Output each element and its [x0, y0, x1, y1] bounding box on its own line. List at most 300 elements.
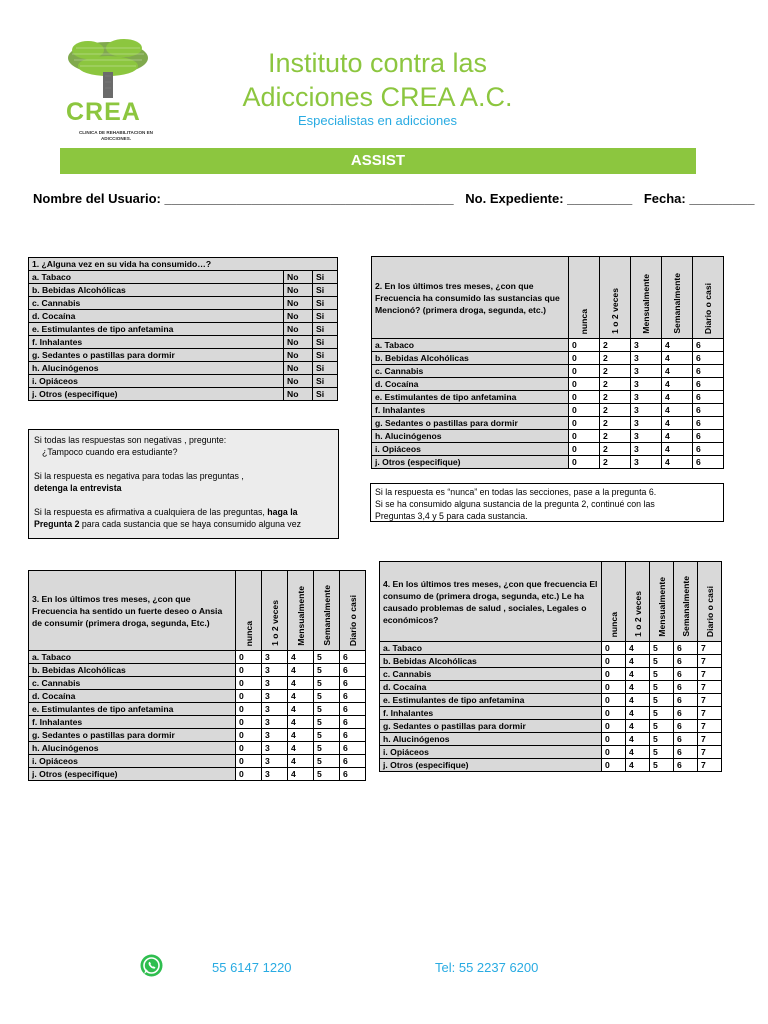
q2-score-cell[interactable]: 6: [693, 352, 724, 365]
q3-score-cell[interactable]: 6: [340, 755, 366, 768]
q4-row: [380, 707, 722, 720]
q3-score-cell[interactable]: 3: [262, 690, 288, 703]
q4-col-mensual: Mensualmente: [650, 562, 674, 642]
q3-row-label: h. Alucinógenos: [29, 742, 236, 755]
q3-score-cell[interactable]: 3: [262, 716, 288, 729]
phone-1[interactable]: 55 6147 1220: [212, 960, 292, 975]
q2-score-cell[interactable]: 6: [693, 404, 724, 417]
user-name-field[interactable]: Nombre del Usuario: ________________________________________: [33, 191, 454, 206]
q3-score-cell[interactable]: 4: [288, 755, 314, 768]
q2-score-cell[interactable]: 4: [662, 404, 693, 417]
q4-score-cell[interactable]: 6: [674, 694, 698, 707]
q3-row: [29, 690, 366, 703]
q2-score-cell[interactable]: 6: [693, 391, 724, 404]
q4-score-cell[interactable]: 5: [650, 733, 674, 746]
q3-col-1o2: 1 o 2 veces: [262, 571, 288, 651]
q3-score-cell[interactable]: 0: [236, 729, 262, 742]
q2-score-cell[interactable]: 2: [600, 430, 631, 443]
q2-score-cell[interactable]: 0: [569, 404, 600, 417]
q2-row: [372, 352, 724, 365]
q3-score-cell[interactable]: 3: [262, 664, 288, 677]
q2-score-cell[interactable]: 3: [631, 365, 662, 378]
q1-row-label: j. Otros (especifique): [29, 388, 284, 401]
note1-line5a: Si la respuesta es afirmativa a cualquiera de las preguntas,: [34, 507, 268, 517]
assist-banner: ASSIST: [60, 148, 696, 174]
logo-subtitle: CLINICA DE REHABILITACION EN ADICCIONES.: [78, 130, 153, 141]
q4-score-cell[interactable]: 0: [602, 655, 626, 668]
q2-row: [372, 339, 724, 352]
q1-row-label: d. Cocaína: [29, 310, 284, 323]
q4-table: [379, 561, 722, 772]
q3-row-label: e. Estimulantes de tipo anfetamina: [29, 703, 236, 716]
q2-score-cell[interactable]: 3: [631, 378, 662, 391]
q2-score-cell[interactable]: 6: [693, 365, 724, 378]
q3-col-nunca: nunca: [236, 571, 262, 651]
q4-score-cell[interactable]: 6: [674, 668, 698, 681]
q2-score-cell[interactable]: 6: [693, 378, 724, 391]
q3-row: [29, 677, 366, 690]
q1-question: 1. ¿Alguna vez en su vida ha consumido…?: [29, 258, 338, 271]
q2-score-cell[interactable]: 4: [662, 378, 693, 391]
q1-row: [29, 323, 338, 336]
q1-row: [29, 362, 338, 375]
q4-score-cell[interactable]: 6: [674, 655, 698, 668]
q3-score-cell[interactable]: 4: [288, 664, 314, 677]
q2-row: [372, 430, 724, 443]
q1-si-option[interactable]: Si: [313, 336, 338, 349]
q2-row-label: i. Opiáceos: [372, 443, 569, 456]
q3-score-cell[interactable]: 6: [340, 768, 366, 781]
q2-score-cell[interactable]: 2: [600, 456, 631, 469]
q1-row-label: g. Sedantes o pastillas para dormir: [29, 349, 284, 362]
note1-line2: ¿Tampoco cuando era estudiante?: [42, 447, 178, 457]
phone-2[interactable]: Tel: 55 2237 6200: [435, 960, 539, 975]
q2-score-cell[interactable]: 6: [693, 417, 724, 430]
q4-col-1o2: 1 o 2 veces: [626, 562, 650, 642]
q2-score-cell[interactable]: 0: [569, 378, 600, 391]
q2-row: [372, 443, 724, 456]
q3-score-cell[interactable]: 3: [262, 729, 288, 742]
q4-row-label: d. Cocaína: [380, 681, 602, 694]
q4-score-cell[interactable]: 4: [626, 655, 650, 668]
q2-col-1o2: 1 o 2 veces: [600, 257, 631, 339]
q2-row: [372, 391, 724, 404]
q4-score-cell[interactable]: 0: [602, 642, 626, 655]
q1-row: [29, 336, 338, 349]
q4-row-label: i. Opiáceos: [380, 746, 602, 759]
q3-score-cell[interactable]: 3: [262, 677, 288, 690]
q2-score-cell[interactable]: 4: [662, 339, 693, 352]
q3-score-cell[interactable]: 0: [236, 716, 262, 729]
q4-score-cell[interactable]: 4: [626, 694, 650, 707]
q2-row: [372, 378, 724, 391]
q2-row-label: g. Sedantes o pastillas para dormir: [372, 417, 569, 430]
q1-no-option[interactable]: No: [284, 310, 313, 323]
q3-score-cell[interactable]: 4: [288, 703, 314, 716]
q1-table: [28, 257, 338, 401]
q3-score-cell[interactable]: 0: [236, 768, 262, 781]
q2-table: [371, 256, 724, 469]
q4-score-cell[interactable]: 7: [698, 642, 722, 655]
q1-si-option[interactable]: Si: [313, 310, 338, 323]
q3-score-cell[interactable]: 4: [288, 729, 314, 742]
q3-row: [29, 664, 366, 677]
q3-col-semanal: Semanalmente: [314, 571, 340, 651]
q2-question: 2. En los últimos tres meses, ¿con que Frecuencia ha consumido las sustancias que Mencionó? (primera droga, segunda, etc.): [372, 257, 569, 339]
q4-score-cell[interactable]: 7: [698, 668, 722, 681]
q2-score-cell[interactable]: 0: [569, 417, 600, 430]
q3-score-cell[interactable]: 6: [340, 742, 366, 755]
q2-score-cell[interactable]: 2: [600, 352, 631, 365]
q1-row-label: b. Bebidas Alcohólicas: [29, 284, 284, 297]
q4-score-cell[interactable]: 6: [674, 759, 698, 772]
q3-score-cell[interactable]: 0: [236, 690, 262, 703]
q2-score-cell[interactable]: 0: [569, 352, 600, 365]
q3-row-label: i. Opiáceos: [29, 755, 236, 768]
q3-score-cell[interactable]: 6: [340, 716, 366, 729]
q2-score-cell[interactable]: 3: [631, 430, 662, 443]
tagline: Especialistas en adicciones: [298, 113, 457, 128]
q2-score-cell[interactable]: 4: [662, 443, 693, 456]
q2-score-cell[interactable]: 2: [600, 378, 631, 391]
q2-score-cell[interactable]: 4: [662, 430, 693, 443]
q2-row: [372, 365, 724, 378]
q3-question: 3. En los últimos tres meses, ¿con que Frecuencia ha sentido un fuerte deseo o Ansia de consumir (primera droga, segunda, Etc.): [29, 571, 236, 651]
q4-row-label: a. Tabaco: [380, 642, 602, 655]
q3-score-cell[interactable]: 6: [340, 729, 366, 742]
q4-score-cell[interactable]: 4: [626, 642, 650, 655]
q3-score-cell[interactable]: 5: [314, 677, 340, 690]
q1-si-option[interactable]: Si: [313, 388, 338, 401]
q4-score-cell[interactable]: 6: [674, 733, 698, 746]
q2-col-mensual: Mensualmente: [631, 257, 662, 339]
fecha-field[interactable]: Fecha: _________: [643, 191, 755, 206]
q3-score-cell[interactable]: 4: [288, 651, 314, 664]
q4-col-nunca: nunca: [602, 562, 626, 642]
q3-row-label: j. Otros (especifique): [29, 768, 236, 781]
q4-score-cell[interactable]: 5: [650, 681, 674, 694]
q4-score-cell[interactable]: 0: [602, 759, 626, 772]
q2-score-cell[interactable]: 2: [600, 417, 631, 430]
q4-row: [380, 642, 722, 655]
q4-row-label: j. Otros (especifique): [380, 759, 602, 772]
q4-score-cell[interactable]: 6: [674, 707, 698, 720]
q2-row-label: h. Alucinógenos: [372, 430, 569, 443]
q3-score-cell[interactable]: 6: [340, 703, 366, 716]
q1-row: [29, 388, 338, 401]
q2-score-cell[interactable]: 4: [662, 456, 693, 469]
q1-no-option[interactable]: No: [284, 323, 313, 336]
q4-score-cell[interactable]: 0: [602, 694, 626, 707]
q4-score-cell[interactable]: 0: [602, 707, 626, 720]
q3-col-diario: Diario o casi: [340, 571, 366, 651]
q2-score-cell[interactable]: 2: [600, 443, 631, 456]
q3-score-cell[interactable]: 6: [340, 677, 366, 690]
q4-score-cell[interactable]: 4: [626, 759, 650, 772]
q4-score-cell[interactable]: 5: [650, 720, 674, 733]
q4-row-label: c. Cannabis: [380, 668, 602, 681]
q4-score-cell[interactable]: 7: [698, 733, 722, 746]
q4-row: [380, 694, 722, 707]
q4-score-cell[interactable]: 0: [602, 668, 626, 681]
q3-score-cell[interactable]: 5: [314, 690, 340, 703]
q2-score-cell[interactable]: 2: [600, 391, 631, 404]
q3-score-cell[interactable]: 0: [236, 742, 262, 755]
q2-row-label: a. Tabaco: [372, 339, 569, 352]
q4-score-cell[interactable]: 7: [698, 655, 722, 668]
q1-row: [29, 284, 338, 297]
q1-no-option[interactable]: No: [284, 271, 313, 284]
q4-score-cell[interactable]: 4: [626, 681, 650, 694]
q2-row-label: e. Estimulantes de tipo anfetamina: [372, 391, 569, 404]
q1-si-option[interactable]: Si: [313, 284, 338, 297]
q3-score-cell[interactable]: 3: [262, 703, 288, 716]
q4-score-cell[interactable]: 0: [602, 746, 626, 759]
q3-score-cell[interactable]: 4: [288, 716, 314, 729]
note1-line4: detenga la entrevista: [34, 483, 122, 493]
q2-score-cell[interactable]: 6: [693, 456, 724, 469]
user-info-line: [33, 191, 754, 206]
q2-score-cell[interactable]: 4: [662, 417, 693, 430]
q2-row: [372, 404, 724, 417]
q4-score-cell[interactable]: 5: [650, 707, 674, 720]
q3-score-cell[interactable]: 5: [314, 703, 340, 716]
q2-col-semanal: Semanalmente: [662, 257, 693, 339]
q4-col-semanal: Semanalmente: [674, 562, 698, 642]
q4-score-cell[interactable]: 5: [650, 694, 674, 707]
q3-score-cell[interactable]: 5: [314, 729, 340, 742]
q2-score-cell[interactable]: 4: [662, 365, 693, 378]
q2-score-cell[interactable]: 0: [569, 365, 600, 378]
q3-col-mensual: Mensualmente: [288, 571, 314, 651]
q3-row-label: a. Tabaco: [29, 651, 236, 664]
q4-score-cell[interactable]: 4: [626, 668, 650, 681]
q3-row-label: f. Inhalantes: [29, 716, 236, 729]
q4-score-cell[interactable]: 7: [698, 720, 722, 733]
q3-score-cell[interactable]: 4: [288, 690, 314, 703]
q4-row-label: f. Inhalantes: [380, 707, 602, 720]
q2-score-cell[interactable]: 2: [600, 404, 631, 417]
q2-row: [372, 417, 724, 430]
q3-table: [28, 570, 366, 781]
q3-score-cell[interactable]: 0: [236, 664, 262, 677]
q2-col-diario: Diario o casi: [693, 257, 724, 339]
note1-line1: Si todas las respuestas son negativas , pregunte:: [34, 435, 227, 445]
q1-no-option[interactable]: No: [284, 375, 313, 388]
q1-row-label: i. Opiáceos: [29, 375, 284, 388]
q4-score-cell[interactable]: 7: [698, 759, 722, 772]
q3-section: [28, 570, 366, 781]
q2-score-cell[interactable]: 0: [569, 456, 600, 469]
q4-row: [380, 720, 722, 733]
note2-line2: Si se ha consumido alguna sustancia de la pregunta 2, continué con las: [375, 499, 655, 509]
q2-score-cell[interactable]: 4: [662, 352, 693, 365]
q2-row-label: c. Cannabis: [372, 365, 569, 378]
q3-score-cell[interactable]: 4: [288, 677, 314, 690]
q3-score-cell[interactable]: 0: [236, 703, 262, 716]
q3-row: [29, 742, 366, 755]
q1-no-option[interactable]: No: [284, 362, 313, 375]
q3-row: [29, 755, 366, 768]
note2-line1: Si la respuesta es “nunca” en todas las secciones, pase a la pregunta 6.: [375, 487, 657, 497]
q1-row-label: c. Cannabis: [29, 297, 284, 310]
note1-line5b: haga la: [267, 507, 298, 517]
q4-score-cell[interactable]: 6: [674, 642, 698, 655]
q3-score-cell[interactable]: 4: [288, 742, 314, 755]
q4-row: [380, 681, 722, 694]
q1-si-option[interactable]: Si: [313, 271, 338, 284]
q4-score-cell[interactable]: 4: [626, 707, 650, 720]
q1-si-option[interactable]: Si: [313, 323, 338, 336]
q4-row: [380, 733, 722, 746]
q3-score-cell[interactable]: 5: [314, 742, 340, 755]
q3-score-cell[interactable]: 3: [262, 768, 288, 781]
q3-score-cell[interactable]: 0: [236, 651, 262, 664]
instructions-box-2: [370, 483, 724, 522]
q2-row-label: f. Inhalantes: [372, 404, 569, 417]
q4-score-cell[interactable]: 7: [698, 694, 722, 707]
q4-row: [380, 655, 722, 668]
q1-no-option[interactable]: No: [284, 284, 313, 297]
q4-score-cell[interactable]: 5: [650, 655, 674, 668]
q1-no-option[interactable]: No: [284, 297, 313, 310]
q2-score-cell[interactable]: 6: [693, 339, 724, 352]
expediente-field[interactable]: No. Expediente: _________: [465, 191, 633, 206]
q4-score-cell[interactable]: 0: [602, 733, 626, 746]
q1-no-option[interactable]: No: [284, 336, 313, 349]
q4-row: [380, 668, 722, 681]
q2-score-cell[interactable]: 3: [631, 339, 662, 352]
q2-score-cell[interactable]: 0: [569, 430, 600, 443]
q3-score-cell[interactable]: 5: [314, 768, 340, 781]
note1-line3: Si la respuesta es negativa para todas las preguntas ,: [34, 471, 244, 481]
q4-row-label: g. Sedantes o pastillas para dormir: [380, 720, 602, 733]
note1-line6b: para cada sustancia que se haya consumido alguna vez: [79, 519, 302, 529]
q2-row-label: j. Otros (especifique): [372, 456, 569, 469]
q2-score-cell[interactable]: 0: [569, 391, 600, 404]
q3-row-label: c. Cannabis: [29, 677, 236, 690]
q4-score-cell[interactable]: 6: [674, 720, 698, 733]
q3-score-cell[interactable]: 3: [262, 755, 288, 768]
q1-no-option[interactable]: No: [284, 388, 313, 401]
q3-score-cell[interactable]: 6: [340, 690, 366, 703]
q2-score-cell[interactable]: 2: [600, 339, 631, 352]
q1-row: [29, 375, 338, 388]
q2-section: [371, 256, 724, 469]
q2-score-cell[interactable]: 3: [631, 417, 662, 430]
q3-row: [29, 703, 366, 716]
whatsapp-icon[interactable]: [139, 953, 164, 978]
q3-score-cell[interactable]: 5: [314, 664, 340, 677]
q2-score-cell[interactable]: 0: [569, 339, 600, 352]
title-line-1: Instituto contra las: [267, 48, 488, 78]
q1-row: [29, 310, 338, 323]
q3-row-label: g. Sedantes o pastillas para dormir: [29, 729, 236, 742]
q1-row: [29, 297, 338, 310]
q3-score-cell[interactable]: 3: [262, 651, 288, 664]
q4-section: [379, 561, 722, 772]
note2-line3: Preguntas 3,4 y 5 para cada sustancia.: [375, 511, 528, 521]
q3-score-cell[interactable]: 6: [340, 651, 366, 664]
q4-row: [380, 746, 722, 759]
q4-score-cell[interactable]: 0: [602, 720, 626, 733]
q4-score-cell[interactable]: 5: [650, 759, 674, 772]
q1-row-label: e. Estimulantes de tipo anfetamina: [29, 323, 284, 336]
q2-row-label: d. Cocaína: [372, 378, 569, 391]
q4-row-label: e. Estimulantes de tipo anfetamina: [380, 694, 602, 707]
q1-si-option[interactable]: Si: [313, 297, 338, 310]
q3-score-cell[interactable]: 3: [262, 742, 288, 755]
q4-score-cell[interactable]: 4: [626, 733, 650, 746]
logo-brand: CREA: [66, 98, 141, 126]
q2-score-cell[interactable]: 3: [631, 443, 662, 456]
q3-row: [29, 716, 366, 729]
instructions-box-1: [28, 429, 339, 539]
q2-score-cell[interactable]: 3: [631, 352, 662, 365]
q2-score-cell[interactable]: 6: [693, 430, 724, 443]
q4-score-cell[interactable]: 5: [650, 746, 674, 759]
q3-score-cell[interactable]: 6: [340, 664, 366, 677]
q4-row-label: b. Bebidas Alcohólicas: [380, 655, 602, 668]
q3-row-label: b. Bebidas Alcohólicas: [29, 664, 236, 677]
q4-score-cell[interactable]: 4: [626, 720, 650, 733]
q4-row-label: h. Alucinógenos: [380, 733, 602, 746]
q3-score-cell[interactable]: 0: [236, 677, 262, 690]
q1-si-option[interactable]: Si: [313, 375, 338, 388]
q3-score-cell[interactable]: 5: [314, 651, 340, 664]
q2-col-nunca: nunca: [569, 257, 600, 339]
q2-score-cell[interactable]: 2: [600, 365, 631, 378]
q4-score-cell[interactable]: 7: [698, 707, 722, 720]
q4-col-diario: Diario o casi: [698, 562, 722, 642]
q2-row: [372, 456, 724, 469]
q2-score-cell[interactable]: 3: [631, 404, 662, 417]
title-line-2: Adicciones CREA A.C.: [242, 82, 513, 112]
q1-section: [28, 257, 338, 401]
q1-row-label: a. Tabaco: [29, 271, 284, 284]
q3-score-cell[interactable]: 0: [236, 755, 262, 768]
q4-score-cell[interactable]: 7: [698, 746, 722, 759]
q2-score-cell[interactable]: 3: [631, 456, 662, 469]
q4-score-cell[interactable]: 0: [602, 681, 626, 694]
q3-row: [29, 768, 366, 781]
q4-score-cell[interactable]: 6: [674, 746, 698, 759]
q4-score-cell[interactable]: 7: [698, 681, 722, 694]
q4-score-cell[interactable]: 5: [650, 668, 674, 681]
q1-no-option[interactable]: No: [284, 349, 313, 362]
q4-score-cell[interactable]: 4: [626, 746, 650, 759]
q2-row-label: b. Bebidas Alcohólicas: [372, 352, 569, 365]
q4-row: [380, 759, 722, 772]
q3-score-cell[interactable]: 5: [314, 755, 340, 768]
q3-score-cell[interactable]: 5: [314, 716, 340, 729]
q4-score-cell[interactable]: 5: [650, 642, 674, 655]
q2-score-cell[interactable]: 3: [631, 391, 662, 404]
q2-score-cell[interactable]: 6: [693, 443, 724, 456]
q1-row: [29, 271, 338, 284]
q1-row: [29, 349, 338, 362]
q1-row-label: f. Inhalantes: [29, 336, 284, 349]
q4-score-cell[interactable]: 6: [674, 681, 698, 694]
q2-score-cell[interactable]: 0: [569, 443, 600, 456]
q3-row-label: d. Cocaína: [29, 690, 236, 703]
q1-si-option[interactable]: Si: [313, 349, 338, 362]
q1-row-label: h. Alucinógenos: [29, 362, 284, 375]
q3-row: [29, 651, 366, 664]
q1-si-option[interactable]: Si: [313, 362, 338, 375]
q2-score-cell[interactable]: 4: [662, 391, 693, 404]
q3-score-cell[interactable]: 4: [288, 768, 314, 781]
